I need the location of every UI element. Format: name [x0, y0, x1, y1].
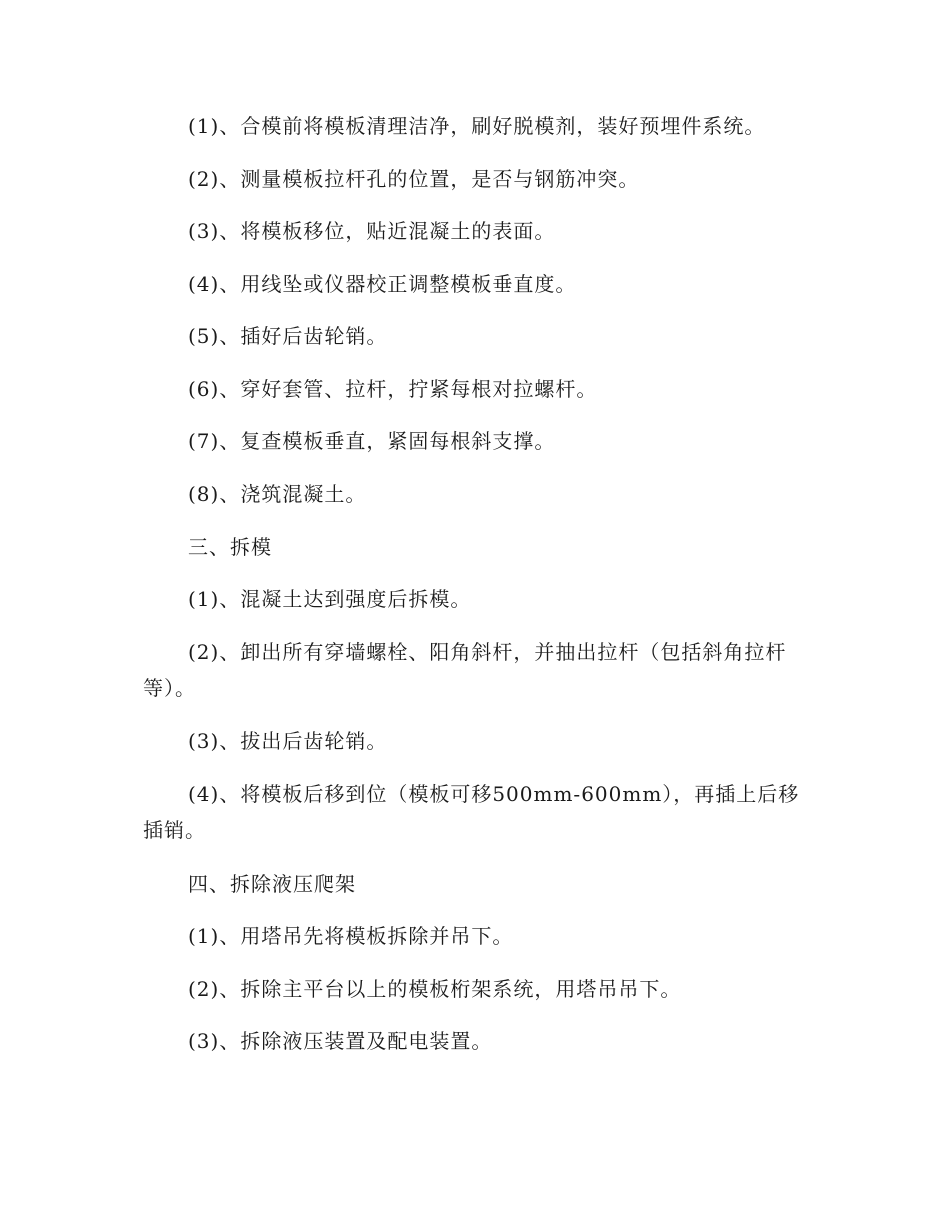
remove-step-1: (1)、用塔吊先将模板拆除并吊下。 [188, 924, 514, 948]
step-1-clean-formwork: (1)、合模前将模板清理洁净，刷好脱模剂，装好预埋件系统。 [188, 114, 766, 138]
demold-step-2: (2)、卸出所有穿墙螺栓、阳角斜杆，并抽出拉杆（包括斜角拉杆等）。 [143, 640, 787, 700]
step-8-pour-concrete: (8)、浇筑混凝土。 [188, 482, 367, 506]
section-heading-remove-climbing-frame: 四、拆除液压爬架 [188, 872, 356, 896]
section-heading-demolding: 三、拆模 [188, 535, 272, 559]
demold-step-1: (1)、混凝土达到强度后拆模。 [188, 587, 472, 611]
step-5-insert-gear-pin: (5)、插好后齿轮销。 [188, 324, 388, 348]
step-4-adjust-verticality: (4)、用线坠或仪器校正调整模板垂直度。 [188, 272, 577, 296]
demold-step-3: (3)、拔出后齿轮销。 [188, 729, 388, 753]
remove-step-2: (2)、拆除主平台以上的模板桁架系统，用塔吊吊下。 [188, 977, 682, 1001]
remove-step-3: (3)、拆除液压装置及配电装置。 [188, 1029, 493, 1053]
demold-step-4: (4)、将模板后移到位（模板可移500mm-600mm），再插上后移插销。 [143, 782, 800, 842]
step-2-measure-tie-rod-holes: (2)、测量模板拉杆孔的位置，是否与钢筋冲突。 [188, 167, 640, 191]
step-3-move-formwork: (3)、将模板移位，贴近混凝土的表面。 [188, 219, 556, 243]
step-7-recheck-verticality: (7)、复查模板垂直，紧固每根斜支撑。 [188, 429, 556, 453]
step-6-tighten-tie-bolts: (6)、穿好套管、拉杆，拧紧每根对拉螺杆。 [188, 377, 598, 401]
